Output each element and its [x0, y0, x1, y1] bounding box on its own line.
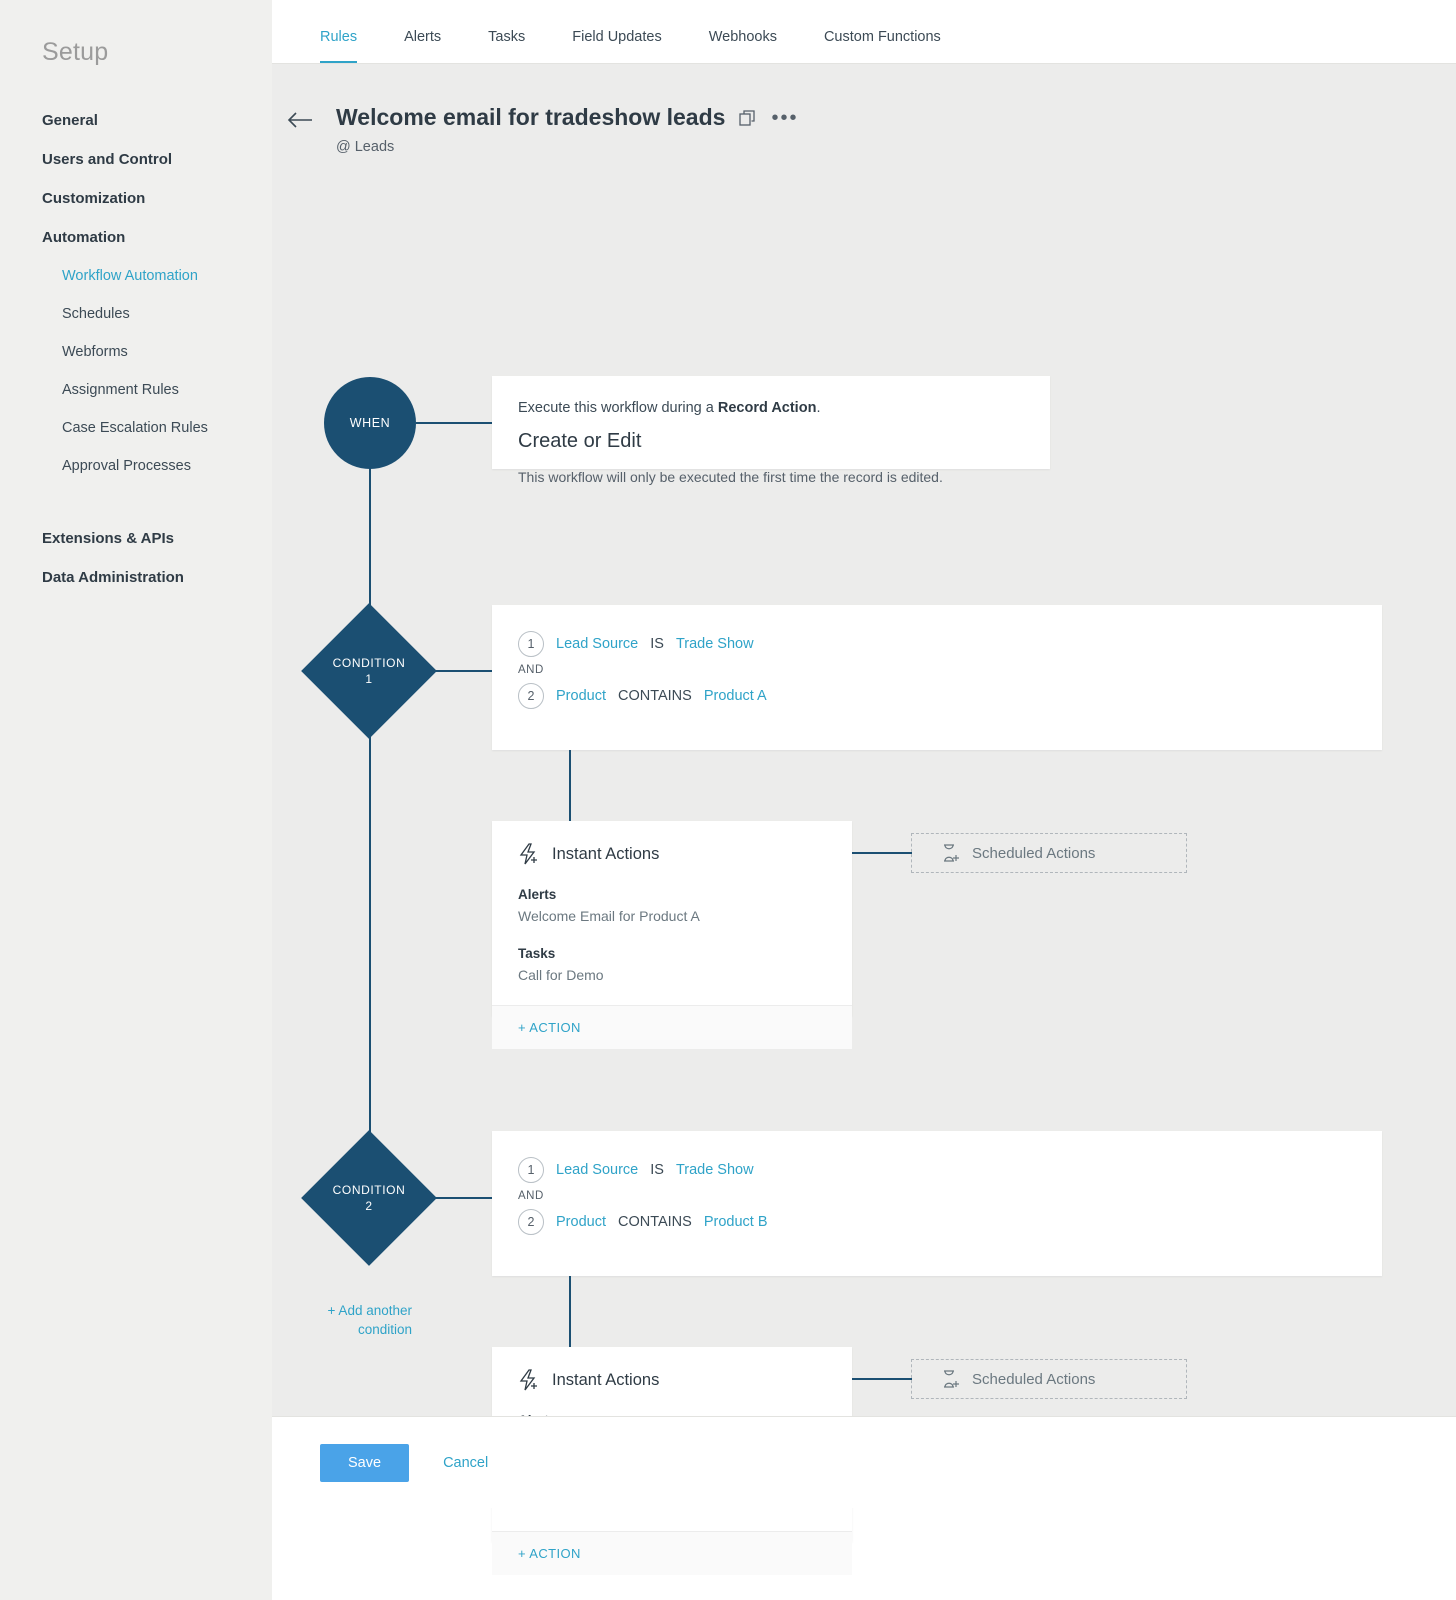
- sidebar-item-approval-processes[interactable]: Approval Processes: [62, 458, 191, 474]
- criteria-value[interactable]: Product B: [703, 1214, 768, 1230]
- setup-title: Setup: [42, 38, 109, 66]
- instant-action-icon: [518, 1369, 540, 1391]
- condition-1-criteria-row-1[interactable]: [492, 631, 1382, 657]
- condition-2-joiner[interactable]: AND: [518, 1190, 544, 1202]
- criteria-operator[interactable]: CONTAINS: [617, 1214, 692, 1230]
- connector-instant-to-scheduled-2: [852, 1378, 912, 1380]
- criteria-value[interactable]: Trade Show: [675, 1162, 754, 1178]
- save-button[interactable]: Save: [320, 1444, 409, 1482]
- when-intro-suffix: .: [816, 400, 821, 416]
- sidebar-item-customization[interactable]: Customization: [42, 190, 146, 207]
- instant-action-icon: [518, 843, 540, 865]
- group-value[interactable]: Welcome Email for Product A: [518, 908, 700, 924]
- condition-2-card[interactable]: [492, 1131, 1382, 1276]
- sidebar-item-assignment-rules[interactable]: Assignment Rules: [62, 382, 179, 398]
- node-condition-1-label-line2: 1: [365, 672, 373, 686]
- instant-actions-title-1: Instant Actions: [552, 844, 660, 863]
- when-intro-prefix: Execute this workflow during a: [518, 400, 718, 416]
- add-another-condition-button[interactable]: + Add another condition: [327, 1303, 412, 1337]
- back-arrow-icon[interactable]: [288, 111, 314, 131]
- instant-actions-group-alerts-1: [492, 879, 852, 924]
- condition-1-criteria-row-2[interactable]: [492, 683, 1382, 709]
- connector-instant-to-scheduled-1: [852, 852, 912, 854]
- condition-1-card[interactable]: [492, 605, 1382, 750]
- tab-rules[interactable]: Rules: [320, 29, 380, 63]
- scheduled-actions-label-1: Scheduled Actions: [972, 844, 1096, 862]
- node-condition-1-label-line1: CONDITION: [332, 656, 406, 670]
- add-action-button-1[interactable]: + ACTION: [492, 1005, 852, 1049]
- node-when[interactable]: [324, 377, 416, 469]
- tabbar: [272, 0, 1456, 64]
- sidebar-item-workflow-automation[interactable]: Workflow Automation: [62, 268, 198, 284]
- criteria-operator[interactable]: IS: [650, 636, 664, 652]
- instant-actions-header-2: [492, 1347, 852, 1405]
- connector-when-to-card: [416, 422, 492, 424]
- when-card[interactable]: [492, 376, 1050, 485]
- more-options-icon[interactable]: •••: [771, 106, 799, 129]
- criteria-operator[interactable]: IS: [650, 1162, 664, 1178]
- sidebar-item-users-and-control[interactable]: Users and Control: [42, 151, 173, 168]
- when-intro-bold: Record Action: [717, 400, 817, 416]
- main-content: [272, 0, 1456, 1600]
- node-when-label: WHEN: [349, 416, 391, 430]
- rule-header: [272, 64, 1456, 155]
- tab-custom-functions[interactable]: Custom Functions: [823, 29, 941, 45]
- sidebar-item-webforms[interactable]: Webforms: [62, 344, 128, 360]
- scheduled-actions-label-2: Scheduled Actions: [972, 1370, 1096, 1388]
- scheduled-action-icon: [940, 843, 960, 863]
- connector-condition2-to-card: [417, 1197, 492, 1199]
- condition-2-criteria-row-2[interactable]: [492, 1209, 1382, 1235]
- connector-condition1-to-card: [417, 670, 492, 672]
- add-action-button-2[interactable]: + ACTION: [492, 1531, 852, 1575]
- instant-actions-group-tasks-1: [492, 938, 852, 983]
- rule-title-row: [288, 104, 1456, 131]
- criteria-number: 1: [518, 1157, 544, 1183]
- tab-webhooks[interactable]: Webhooks: [708, 29, 777, 45]
- when-intro: [518, 400, 1024, 416]
- instant-actions-card-1[interactable]: [492, 821, 852, 1035]
- sidebar: [0, 0, 272, 1600]
- criteria-value[interactable]: Product A: [703, 688, 767, 704]
- workflow-canvas: [272, 64, 1456, 1561]
- condition-1-joiner[interactable]: AND: [518, 664, 544, 676]
- node-condition-2-label-line1: CONDITION: [332, 1183, 406, 1197]
- group-label: Tasks: [518, 946, 556, 961]
- criteria-field[interactable]: Lead Source: [556, 1162, 639, 1178]
- connector-condition1-to-condition2: [369, 723, 371, 1198]
- when-note: This workflow will only be executed the first time the record is edited.: [518, 469, 943, 485]
- criteria-operator[interactable]: CONTAINS: [617, 688, 692, 704]
- sidebar-item-automation[interactable]: Automation: [42, 229, 126, 246]
- node-condition-2-label-line2: 2: [365, 1199, 373, 1213]
- when-action-value: Create or Edit: [518, 430, 642, 452]
- tab-field-updates[interactable]: Field Updates: [572, 29, 662, 45]
- group-label: Alerts: [518, 887, 557, 902]
- criteria-number: 1: [518, 631, 544, 657]
- scheduled-actions-box-2[interactable]: [911, 1359, 1187, 1399]
- footer-actions: [272, 1416, 1456, 1508]
- sidebar-item-case-escalation-rules[interactable]: Case Escalation Rules: [62, 420, 208, 436]
- criteria-field[interactable]: Lead Source: [556, 636, 639, 652]
- copy-icon[interactable]: [739, 109, 757, 127]
- criteria-number: 2: [518, 683, 544, 709]
- condition-2-criteria-row-1[interactable]: [492, 1157, 1382, 1183]
- cancel-button[interactable]: Cancel: [437, 1454, 494, 1472]
- criteria-value[interactable]: Trade Show: [675, 636, 754, 652]
- scheduled-action-icon: [940, 1369, 960, 1389]
- tab-alerts[interactable]: Alerts: [404, 29, 442, 45]
- instant-actions-header-1: [492, 821, 852, 879]
- page-title: Welcome email for tradeshow leads: [336, 104, 726, 130]
- sidebar-item-general[interactable]: General: [42, 112, 98, 129]
- instant-actions-title-2: Instant Actions: [552, 1370, 660, 1389]
- sidebar-item-extensions-and-apis[interactable]: Extensions & APIs: [42, 530, 174, 547]
- sidebar-item-data-administration[interactable]: Data Administration: [42, 569, 184, 586]
- tab-tasks[interactable]: Tasks: [488, 29, 526, 45]
- group-value[interactable]: Call for Demo: [518, 967, 604, 983]
- criteria-field[interactable]: Product: [556, 688, 606, 704]
- sidebar-item-schedules[interactable]: Schedules: [62, 306, 130, 322]
- criteria-number: 2: [518, 1209, 544, 1235]
- rule-module-label: @ Leads: [336, 139, 395, 155]
- scheduled-actions-box-1[interactable]: [911, 833, 1187, 873]
- criteria-field[interactable]: Product: [556, 1214, 606, 1230]
